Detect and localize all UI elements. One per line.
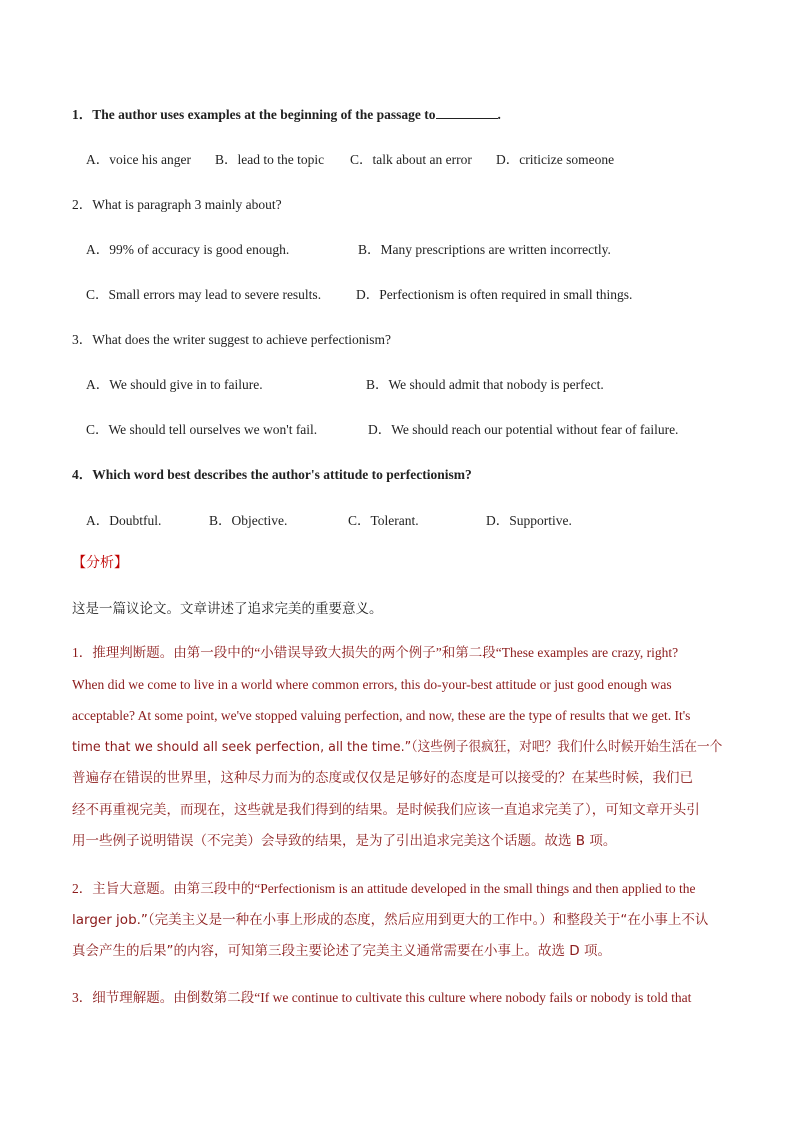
analysis-answer-1 bbox=[72, 637, 722, 858]
q4-option-a: A．Doubtful. bbox=[86, 513, 162, 528]
answer-1-line: 1．推理判断题。由第一段中的“小错误导致大损失的两个例子”和第二段“These examples are crazy, right? bbox=[72, 645, 679, 660]
analysis-answer-2 bbox=[72, 873, 722, 968]
question-4-stem: 4．Which word best describes the author's attitude to perfectionism? bbox=[72, 467, 472, 482]
q4-option-d: D．Supportive. bbox=[486, 513, 572, 528]
answer-3-line: 3．细节理解题。由倒数第二段“If we continue to cultivate this culture where nobody fails or nobody is told that bbox=[72, 990, 692, 1005]
q1-option-a: A．voice his anger bbox=[86, 152, 191, 167]
q2-option-a: A．99% of accuracy is good enough. bbox=[86, 242, 290, 257]
q3-option-c: C．We should tell ourselves we won't fail. bbox=[86, 422, 318, 437]
q3-option-b: B．We should admit that nobody is perfect. bbox=[366, 377, 604, 392]
q2-option-c: C．Small errors may lead to severe results. bbox=[86, 287, 322, 302]
answer-blank bbox=[436, 106, 498, 119]
answer-1-line: 用一些例子说明错误（不完美）会导致的结果，是为了引出追求完美这个话题。故选 B 项。 bbox=[72, 833, 617, 849]
answer-2-line: larger job.”（完美主义是一种在小事上形成的态度，然后应用到更大的工作中。）和整段关于“在小事上不认 bbox=[72, 911, 709, 928]
q4-option-b: B．Objective. bbox=[209, 513, 288, 528]
q3-option-d: D．We should reach our potential without fear of failure. bbox=[368, 422, 679, 437]
answer-1-line: 普遍存在错误的世界里，这种尽力而为的态度或仅仅是足够好的态度是可以接受的？在某些时候，我们已 bbox=[72, 770, 693, 786]
q3-option-a: A．We should give in to failure. bbox=[86, 377, 263, 392]
q2-option-b: B．Many prescriptions are written incorrectly. bbox=[358, 242, 611, 257]
answer-1-line: 经不再重视完美，而现在，这些就是我们得到的结果。是时候我们应该一直追求完美了），可知文章开头引 bbox=[72, 801, 700, 818]
q1-option-d: D．criticize someone bbox=[496, 152, 615, 167]
answer-2-line: 2．主旨大意题。由第三段中的“Perfectionism is an attitude developed in the small things and then applied to the bbox=[72, 881, 696, 896]
q4-option-c: C．Tolerant. bbox=[348, 513, 419, 528]
q1-option-b: B．lead to the topic bbox=[215, 152, 325, 167]
question-1-text: 1．The author uses examples at the beginning of the passage to bbox=[72, 107, 436, 122]
answer-1-line: acceptable? At some point, we've stopped valuing perfection, and now, these are the type of results that we get. It's bbox=[72, 708, 691, 723]
analysis-intro: 这是一篇议论文。文章讲述了追求完美的重要意义。 bbox=[72, 601, 383, 617]
answer-2-line: 真会产生的后果”的内容，可知第三段主要论述了完美主义通常需要在小事上。故选 D 项。 bbox=[72, 943, 611, 959]
answer-1-line: time that we should all seek perfection, all the time.”（这些例子很疯狂，对吧？我们什么时候开始生活在一个 bbox=[72, 738, 723, 755]
analysis-answer-3 bbox=[72, 982, 722, 1014]
question-3-stem: 3．What does the writer suggest to achieve perfectionism? bbox=[72, 332, 392, 347]
q1-option-c: C．talk about an error bbox=[350, 152, 472, 167]
question-2-stem: 2．What is paragraph 3 mainly about? bbox=[72, 197, 282, 212]
analysis-heading: 【分析】 bbox=[72, 555, 128, 571]
answer-1-line: When did we come to live in a world where common errors, this do-your-best attitude or just good enough was bbox=[72, 676, 672, 692]
q2-option-d: D．Perfectionism is often required in small things. bbox=[356, 287, 633, 302]
question-1-stem: 1．The author uses examples at the beginning of the passage to . bbox=[72, 107, 501, 122]
